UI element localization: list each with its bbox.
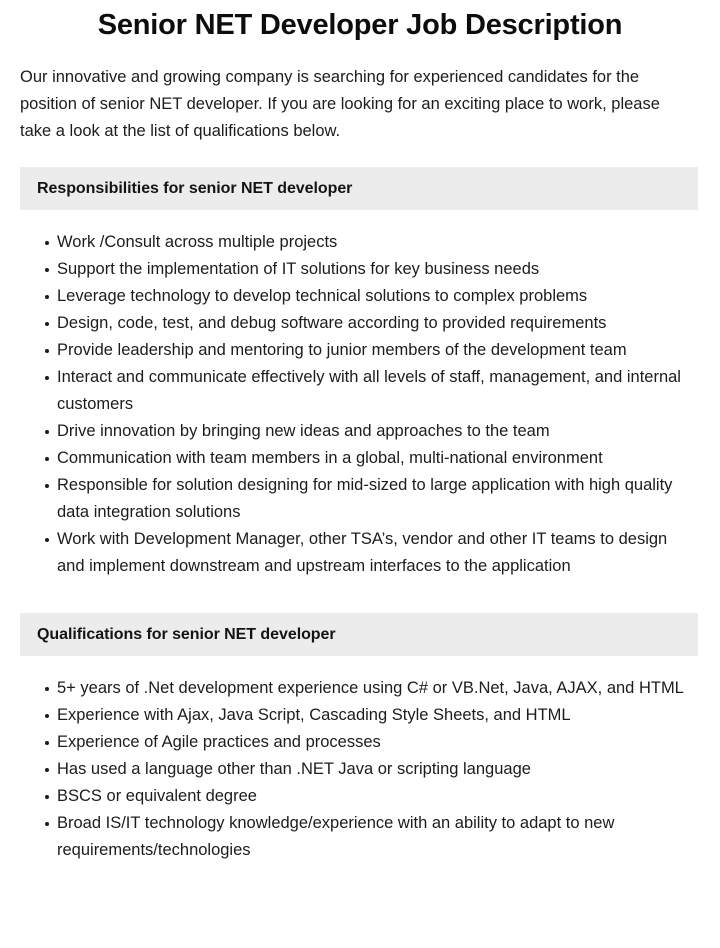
list-item: Communication with team members in a global, multi-national environment bbox=[57, 445, 695, 472]
section-qualifications bbox=[0, 613, 720, 864]
list-item: Experience with Ajax, Java Script, Cascading Style Sheets, and HTML bbox=[57, 702, 695, 729]
list-item: Responsible for solution designing for mid-sized to large application with high quality data integration solutions bbox=[57, 472, 695, 526]
section-header-bar-responsibilities bbox=[20, 167, 698, 210]
responsibilities-list bbox=[0, 210, 720, 580]
list-item: Broad IS/IT technology knowledge/experience with an ability to adapt to new requirements/technologies bbox=[57, 810, 695, 864]
intro-paragraph: Our innovative and growing company is searching for experienced candidates for the position of senior NET developer. If you are looking for an exciting place to work, please take a look at the list of qualifications below. bbox=[20, 68, 660, 140]
list-item: BSCS or equivalent degree bbox=[57, 783, 695, 810]
list-item: 5+ years of .Net development experience using C# or VB.Net, Java, AJAX, and HTML bbox=[57, 675, 695, 702]
list-item: Has used a language other than .NET Java or scripting language bbox=[57, 756, 695, 783]
section-header-bar-qualifications bbox=[20, 613, 698, 656]
section-heading-responsibilities: Responsibilities for senior NET developer bbox=[37, 179, 353, 197]
page-title: Senior NET Developer Job Description bbox=[97, 9, 623, 41]
section-spacer bbox=[0, 580, 720, 591]
qualifications-list bbox=[0, 656, 720, 864]
list-item: Drive innovation by bringing new ideas and approaches to the team bbox=[57, 418, 695, 445]
list-item: Design, code, test, and debug software according to provided requirements bbox=[57, 310, 695, 337]
list-item: Provide leadership and mentoring to junior members of the development team bbox=[57, 337, 695, 364]
list-item: Leverage technology to develop technical solutions to complex problems bbox=[57, 283, 695, 310]
list-item: Experience of Agile practices and processes bbox=[57, 729, 695, 756]
list-item: Support the implementation of IT solutions for key business needs bbox=[57, 256, 695, 283]
list-item: Work /Consult across multiple projects bbox=[57, 229, 695, 256]
section-responsibilities bbox=[0, 167, 720, 580]
list-item: Work with Development Manager, other TSA’s, vendor and other IT teams to design and implement downstream and upstream interfaces to the application bbox=[57, 526, 695, 580]
section-heading-qualifications: Qualifications for senior NET developer bbox=[37, 625, 336, 643]
list-item: Interact and communicate effectively with all levels of staff, management, and internal customers bbox=[57, 364, 695, 418]
